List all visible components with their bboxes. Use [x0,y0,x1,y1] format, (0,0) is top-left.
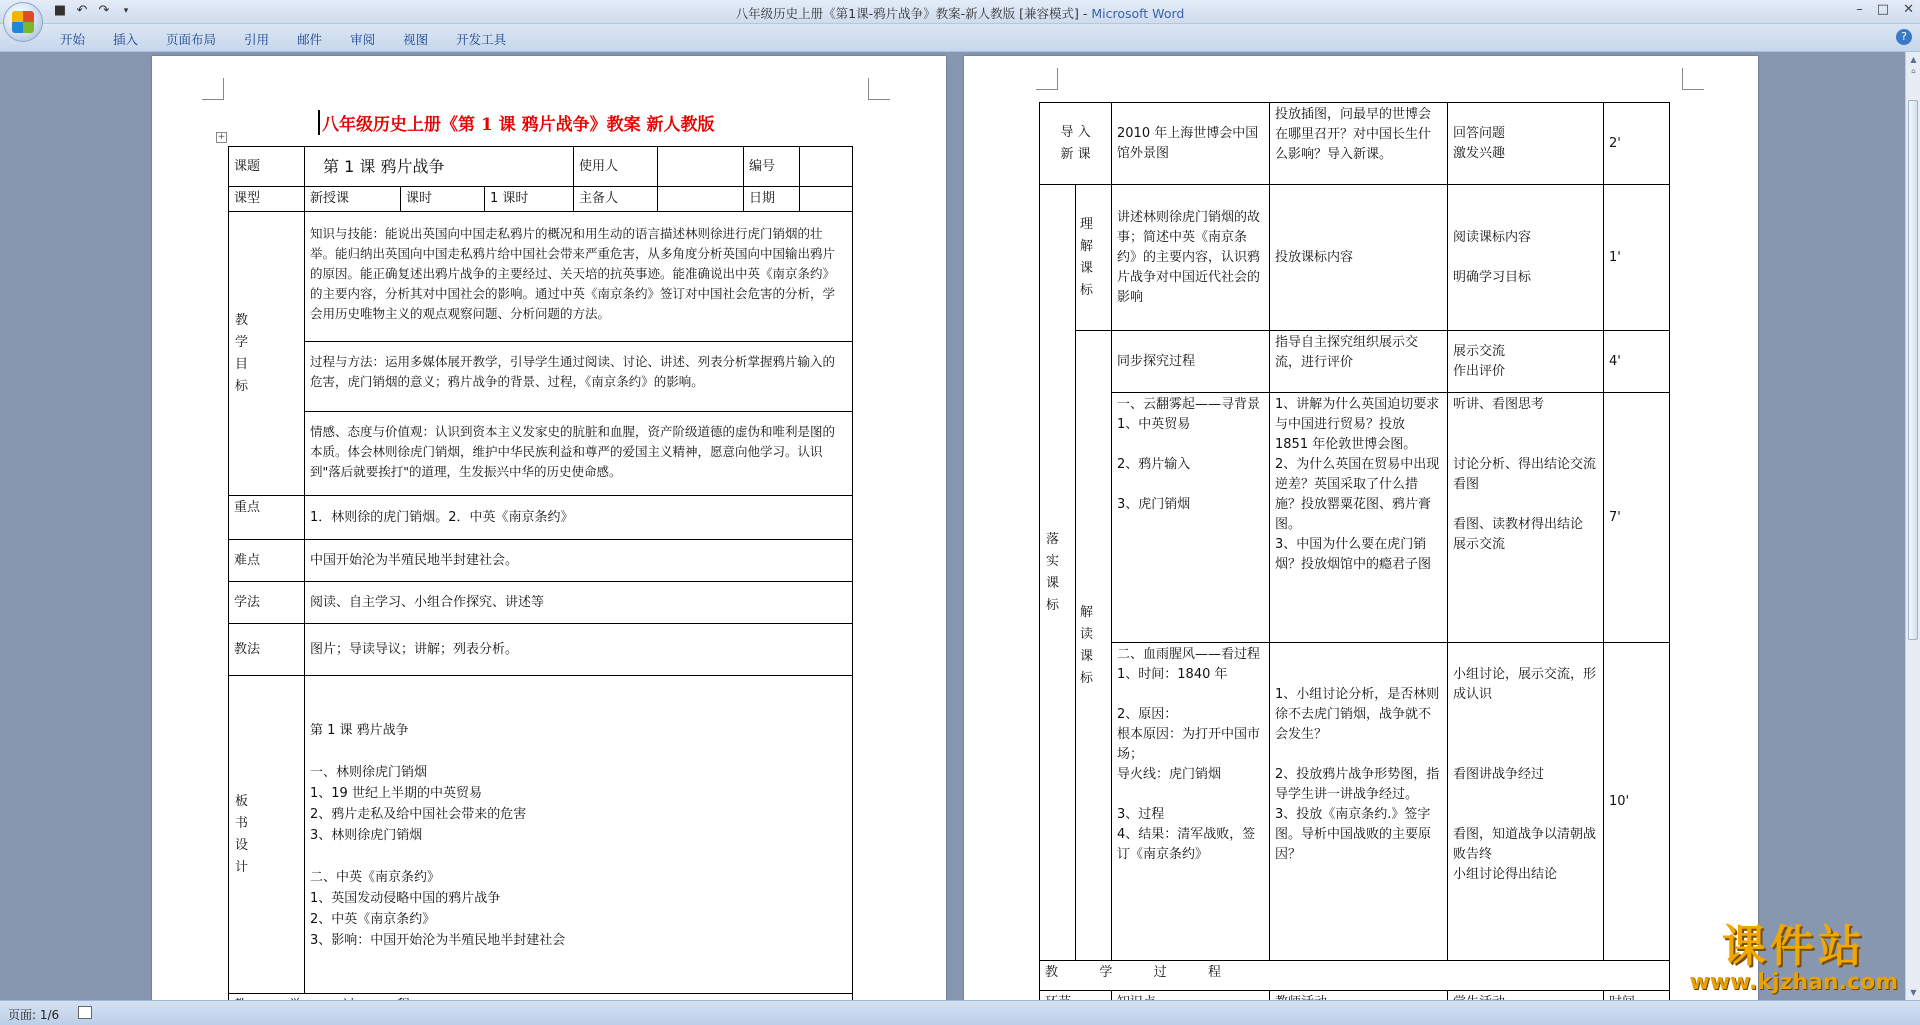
teaching-process-footer: 教 学 过 程 [1040,961,1670,991]
crop-mark [202,78,224,100]
status-bar [0,1000,1920,1025]
section2-content[interactable]: 二、血雨腥风——看过程 1、时间：1840 年 2、原因： 根本原因：为打开中国市场； 导火线：虎门销烟 3、过程 4、结果：清军战败，签订《南京条约》 [1112,643,1270,961]
intro-time[interactable]: 2' [1604,103,1670,185]
label-number: 编号 [744,147,800,187]
tab-insert[interactable]: 插入 [113,32,139,47]
title-bar [0,0,1920,24]
redo-icon[interactable]: ↷ [98,3,110,18]
vertical-scrollbar[interactable] [1905,52,1920,1000]
crop-mark [868,78,890,100]
tab-view[interactable]: 视图 [403,32,429,47]
help-icon[interactable]: ? [1896,29,1912,45]
teaching-process-table [1039,102,1670,1016]
label-key-point: 重点 [229,496,305,540]
goal-process[interactable]: 过程与方法：运用多媒体展开教学，引导学生通过阅读、讨论、讲述、列表分析掌握鸦片输入的危害，虎门销烟的意义；鸦片战争的背景、过程，《南京条约》的影响。 [305,342,853,412]
section2-student[interactable]: 小组讨论，展示交流，形成认识 看图讲战争经过 看图，知道战争以清朝战败告终 小组讨论得出结论 [1448,643,1604,961]
watermark-text: 课件站 [1721,921,1866,972]
intro-student[interactable]: 回答问题 激发兴趣 [1448,103,1604,185]
minimize-icon[interactable]: – [1856,2,1863,17]
goal-emotion[interactable]: 情感、态度与价值观：认识到资本主义发家史的肮脏和血腥，资产阶级道德的虚伪和唯利是图的本质。体会林则徐虎门销烟，维护中华民族利益和尊严的爱国主义精神，愿意向他学习。认识到"落后就要挨打"的道理，生发振兴中华的历史使命感。 [305,412,853,496]
intro-teacher[interactable]: 投放插图，问最早的世博会在哪里召开？对中国长生什么影响？导入新课。 [1270,103,1448,185]
key-point-value[interactable]: 1．林则徐的虎门销烟。2．中英《南京条约》 [305,496,853,540]
section1-student[interactable]: 听讲、看图思考 讨论分析、得出结论交流 看图 看图、读教材得出结论 展示交流 [1448,393,1604,643]
watermark-url: www.kjzhan.com [1689,970,1898,995]
understand-student[interactable]: 阅读课标内容 明确学习目标 [1448,185,1604,331]
watermark [1689,910,1898,995]
crop-mark [1036,68,1058,90]
label-study-method: 学法 [229,582,305,624]
difficulty-value[interactable]: 中国开始沦为半殖民地半封建社会。 [305,540,853,582]
label-teach-method: 教法 [229,624,305,676]
label-preparer: 主备人 [574,187,658,212]
study-method-value[interactable]: 阅读、自主学习、小组合作探究、讲述等 [305,582,853,624]
label-difficulty: 难点 [229,540,305,582]
label-user: 使用人 [574,147,658,187]
ribbon-tabs [60,30,534,48]
intro-content[interactable]: 2010 年上海世博会中国馆外景图 [1112,103,1270,185]
tab-review[interactable]: 审阅 [350,32,376,47]
board-design-value[interactable]: 第 1 课 鸦片战争 一、林则徐虎门销烟 1、19 世纪上半期的中英贸易 2、鸦片走私及给中国社会带来的危害 3、林则徐虎门销烟 二、中英《南京条约》 1、英国发动侵略中国的鸦片战争 2、中英《南京条约》 3、影响：中国开始沦为半殖民地半封建社会 [305,676,853,994]
label-implement: 落 实 课 标 [1040,185,1076,961]
lesson-info-table [228,146,853,1022]
section2-time[interactable]: 10' [1604,643,1670,961]
proofing-icon[interactable] [78,1006,92,1019]
office-button[interactable] [3,2,43,42]
close-icon[interactable]: ✕ [1903,2,1914,17]
ribbon [0,24,1920,52]
understand-time[interactable]: 1' [1604,185,1670,331]
label-understand: 理 解 课 标 [1076,185,1112,331]
scroll-up-icon[interactable]: ▲ [1910,55,1917,64]
scroll-down-icon[interactable]: ▼ [1910,988,1917,997]
tab-mailings[interactable]: 邮件 [297,32,323,47]
label-intro: 导 入 新 课 [1040,103,1112,185]
goal-knowledge[interactable]: 知识与技能：能说出英国向中国走私鸦片的概况和用生动的语言描述林则徐进行虎门销烟的壮举。能归纳出英国向中国走私鸦片给中国社会带来严重危害，从多角度分析英国向中国输出鸦片的原因。能正确复述出鸦片战争的主要经过、关天培的抗英事迹。能准确说出中英《南京条约》的主要内容，分析其对中国社会的影响。通过中英《南京条约》签订对中国社会危害的分析，学会用历史唯物主义的观点观察问题、分析问题的方法。 [305,212,853,342]
document-name: 八年级历史上册《第1课-鸦片战争》教案-新人教版 [兼容模式] - [735,6,1092,21]
section1-content[interactable]: 一、云翻雾起——寻背景 1、中英贸易 2、鸦片输入 3、虎门销烟 [1112,393,1270,643]
section1-time[interactable]: 7' [1604,393,1670,643]
tab-references[interactable]: 引用 [244,32,270,47]
understand-content[interactable]: 讲述林则徐虎门销烟的故事；简述中英《南京条约》的主要内容，认识鸦片战争对中国近代社会的影响 [1112,185,1270,331]
sync-teacher[interactable]: 指导自主探究组织展示交流，进行评价 [1270,331,1448,393]
understand-teacher[interactable]: 投放课标内容 [1270,185,1448,331]
document-page-2 [964,56,1758,1004]
label-type: 课型 [229,187,305,212]
document-page-1 [152,56,946,1004]
preparer-value[interactable] [658,187,744,212]
date-value[interactable] [800,187,853,212]
window-controls [1856,2,1914,17]
label-topic: 课题 [229,147,305,187]
sync-time[interactable]: 4' [1604,331,1670,393]
app-name: Microsoft Word [1091,6,1185,21]
label-date: 日期 [744,187,800,212]
crop-mark [1682,68,1704,90]
office-logo-icon [12,11,34,33]
period-value[interactable]: 1 课时 [485,187,574,212]
page-indicator[interactable]: 页面: 1/6 [8,1008,60,1022]
topic-value[interactable]: 第 1 课 鸦片战争 [305,147,574,187]
tab-page-layout[interactable]: 页面布局 [166,32,217,47]
section2-teacher[interactable]: 1、小组讨论分析，是否林则徐不去虎门销烟，战争就不会发生？ 2、投放鸦片战争形势图，指导学生讲一讲战争经过。 3、投放《南京条约.》签字图。导析中国战败的主要原因？ [1270,643,1448,961]
save-icon[interactable]: ■ [53,3,67,18]
table-move-handle-icon[interactable]: + [217,132,226,142]
label-goals: 教 学 目 标 [229,212,305,496]
ruler-toggle-icon[interactable]: ⌂ [1911,67,1916,75]
document-title: 八年级历史上册《第 1 课 鸦片战争》教案 新人教版 [318,110,788,135]
teach-method-value[interactable]: 图片；导读导议；讲解；列表分析。 [305,624,853,676]
sync-student[interactable]: 展示交流 作出评价 [1448,331,1604,393]
type-value[interactable]: 新授课 [305,187,401,212]
user-value[interactable] [658,147,744,187]
label-board-design: 板 书 设 计 [229,676,305,994]
label-interpret: 解 读 课 标 [1076,331,1112,961]
number-value[interactable] [800,147,853,187]
customize-qat-icon[interactable]: ▾ [123,6,129,16]
label-period: 课时 [401,187,485,212]
maximize-icon[interactable]: □ [1876,2,1890,17]
window-title [0,4,1920,22]
undo-icon[interactable]: ↶ [76,3,88,18]
section1-teacher[interactable]: 1、讲解为什么英国迫切要求与中国进行贸易？投放 1851 年伦敦世博会图。 2、为什么英国在贸易中出现逆差？英国采取了什么措施？投放罂粟花图、鸦片膏图。 3、中国为什么要在虎门销烟？投放烟馆中的瘾君子图 [1270,393,1448,643]
tab-developer[interactable]: 开发工具 [456,32,507,47]
tab-home[interactable]: 开始 [60,32,86,47]
sync-content[interactable]: 同步探究过程 [1112,331,1270,393]
scroll-thumb[interactable] [1908,100,1918,640]
